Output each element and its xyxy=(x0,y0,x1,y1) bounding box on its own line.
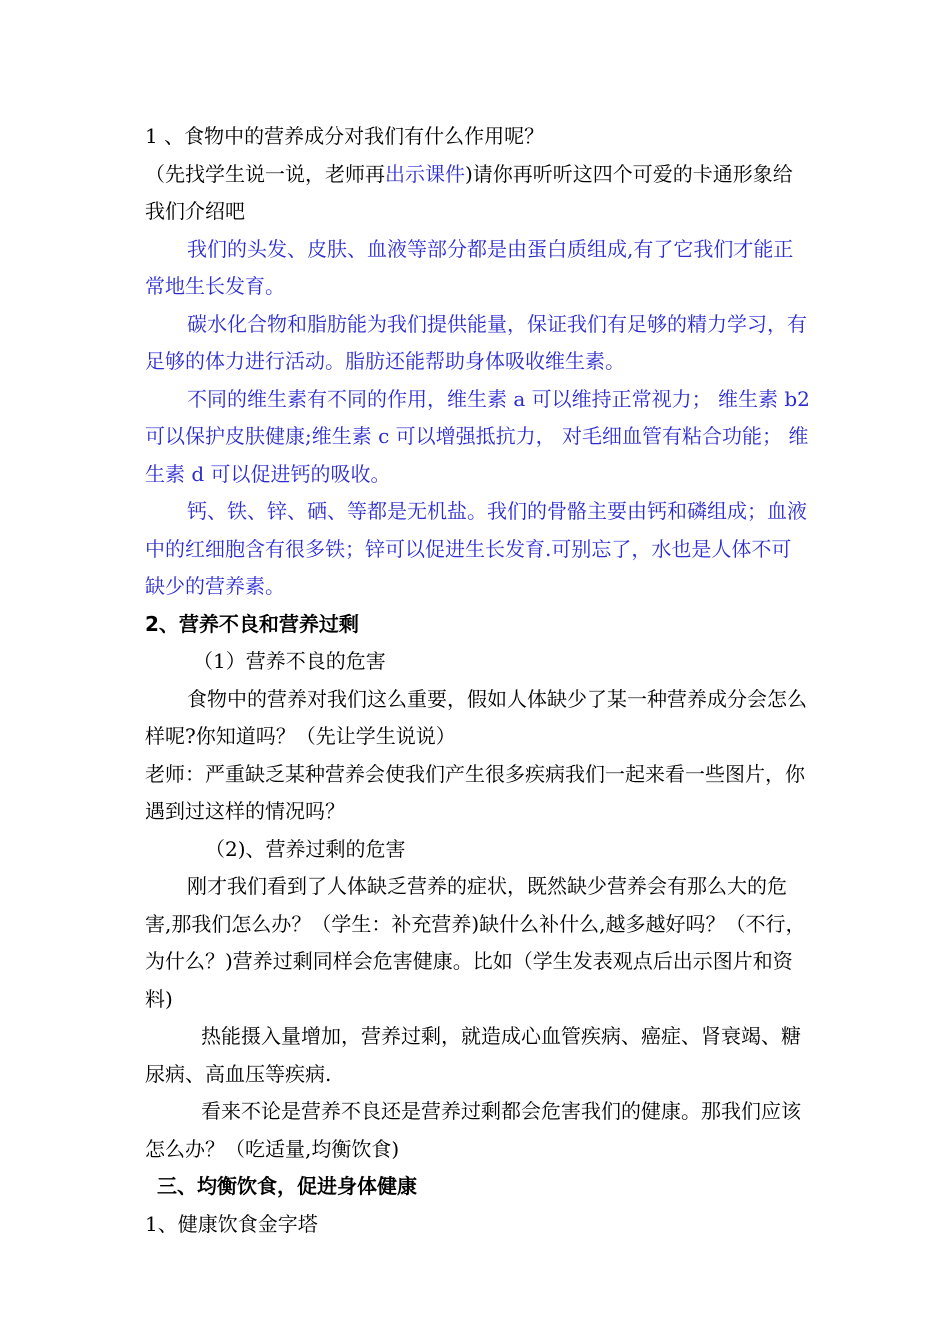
carbs-paragraph: 碳水化合物和脂肪能为我们提供能量，保证我们有足够的精力学习，有足够的体力进行活动。脂肪还能帮助身体吸收维生素。 xyxy=(145,311,807,373)
teacher-paragraph: 老师：严重缺乏某种营养会使我们产生很多疾病我们一起来看一些图片，你遇到过这样的情况吗？ xyxy=(145,761,805,823)
food-pyramid-item: 1、健康饮食金字塔 xyxy=(145,1211,318,1236)
malnutrition-paragraph: 食物中的营养对我们这么重要，假如人体缺少了某一种营养成分会怎么样呢?你知道吗？（先让学生说说） xyxy=(145,686,807,748)
document-page xyxy=(145,118,810,1243)
section-3-title: 三、均衡饮食，促进身体健康 xyxy=(157,1174,417,1198)
question-1-intro xyxy=(145,156,810,231)
overnutrition-paragraph: 刚才我们看到了人体缺乏营养的症状，既然缺少营养会有那么大的危害,那我们怎么办？（学生：补充营养)缺什么补什么,越多越好吗？（不行，为什么？)营养过剩同样会危害健康。比如（学生发表观点后出示图片和资料) xyxy=(145,874,806,1011)
conclusion-paragraph: 看来不论是营养不良还是营养过剩都会危害我们的健康。那我们应该怎么办？（吃适量,均衡饮食) xyxy=(145,1099,801,1161)
question-2-title: 2、营养不良和营养过剩 xyxy=(145,611,359,636)
question-1-title: 1 、食物中的营养成分对我们有什么作用呢？ xyxy=(145,124,545,148)
vitamins-paragraph: 不同的维生素有不同的作用，维生素 a 可以维持正常视力； 维生素 b2 可以保护皮肤健康;维生素 c 可以增强抵抗力， 对毛细血管有粘合功能； 维生素 d 可以促进钙的吸收。 xyxy=(145,386,810,486)
disease-paragraph: 热能摄入量增加，营养过剩，就造成心血管疾病、癌症、肾衰竭、糖尿病、高血压等疾病. xyxy=(145,1024,801,1086)
malnutrition-subheading: （1）营养不良的危害 xyxy=(193,649,386,673)
overnutrition-subheading: （2)、营养过剩的危害 xyxy=(205,836,406,861)
minerals-paragraph: 钙、铁、锌、硒、等都是无机盐。我们的骨骼主要由钙和磷组成；血液中的红细胞含有很多铁；锌可以促进生长发育.可别忘了，水也是人体不可缺少的营养素。 xyxy=(145,499,807,598)
intro-courseware-link: 出示课件 xyxy=(385,161,465,186)
intro-text-a: （先找学生说一说，老师再 xyxy=(145,161,385,186)
intro-text-b: )请你再听听这四个可爱的卡通形象给我们介绍吧 xyxy=(145,161,793,223)
protein-paragraph: 我们的头发、皮肤、血液等部分都是由蛋白质组成,有了它我们才能正常地生长发育。 xyxy=(145,236,794,298)
